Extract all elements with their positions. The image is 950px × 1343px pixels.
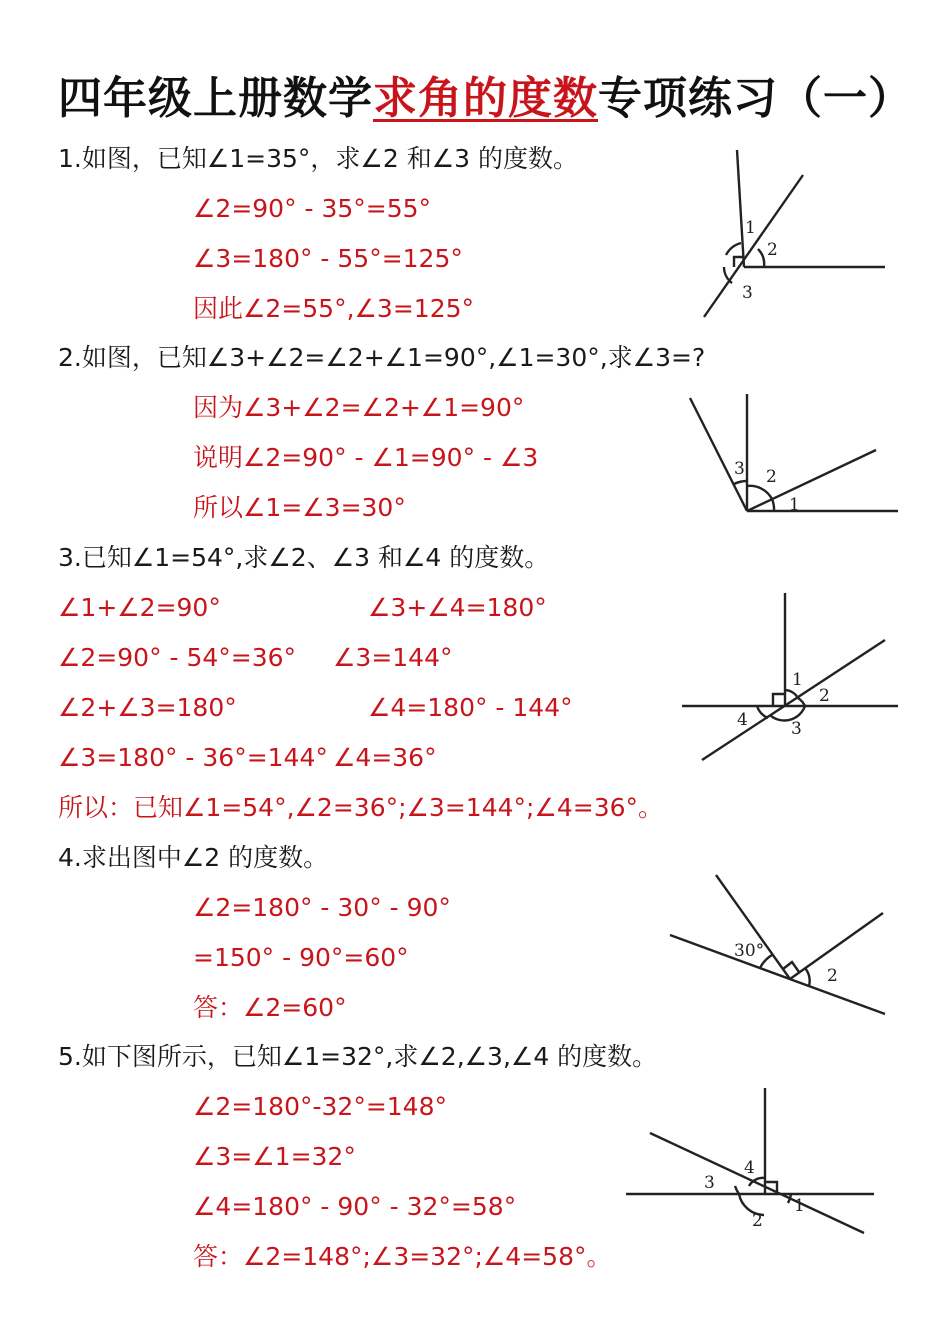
problem-3-left-2: ∠2=90° - 54°=36°: [58, 643, 297, 672]
fig1-label-2: 2: [767, 240, 778, 260]
fig4-label-2: 2: [827, 966, 838, 986]
fig5-label-1: 1: [794, 1196, 805, 1216]
problem-3-left-1: ∠1+∠2=90°: [58, 593, 221, 622]
problem-4-question: 4.求出图中∠2 的度数。: [58, 843, 329, 872]
title-suffix: 专项练习（一）: [598, 73, 913, 124]
fig5-label-3: 3: [704, 1173, 715, 1193]
problem-4-answer-2: =150° - 90°=60°: [193, 943, 409, 972]
figure-3: [680, 588, 900, 768]
fig2-arc-angle-3: [734, 481, 747, 484]
figure-4: [668, 870, 890, 1020]
fig3-arc-angle-4: [757, 706, 768, 718]
fig2-label-2: 2: [766, 467, 777, 487]
problem-1-answer-1: ∠2=90° - 35°=55°: [193, 194, 432, 223]
fig3-label-3: 3: [791, 719, 802, 739]
problem-3-right-2: ∠3=144°: [333, 643, 453, 672]
problem-3-conclusion: 所以：已知∠1=54°,∠2=36°;∠3=144°;∠4=36°。: [58, 793, 664, 822]
figure-2: [680, 388, 900, 523]
fig1-arc-angle-1: [726, 243, 741, 255]
fig1-arc-angle-3: [724, 267, 732, 283]
fig3-arc-angle-2: [798, 698, 805, 706]
fig2-arc-angle-1: [772, 499, 774, 511]
problem-5-answer-4: 答：∠2=148°;∠3=32°;∠4=58°。: [193, 1242, 612, 1271]
fig3-label-2: 2: [819, 686, 830, 706]
problem-3-right-1: ∠3+∠4=180°: [368, 593, 547, 622]
problem-3-question: 3.已知∠1=54°,求∠2、∠3 和∠4 的度数。: [58, 543, 550, 572]
fig3-arc-angle-1: [785, 690, 798, 698]
fig5-label-4: 4: [744, 1158, 755, 1178]
problem-5-question: 5.如下图所示，已知∠1=32°,求∠2,∠3,∠4 的度数。: [58, 1042, 658, 1071]
fig4-left-ray: [716, 875, 790, 979]
problem-5-answer-3: ∠4=180° - 90° - 32°=58°: [193, 1192, 517, 1221]
fig2-arc-angle-2: [747, 486, 772, 499]
problem-3-left-3: ∠2+∠3=180°: [58, 693, 237, 722]
fig1-label-1: 1: [745, 218, 756, 238]
figure-5: [622, 1085, 878, 1237]
problem-4-answer-1: ∠2=180° - 30° - 90°: [193, 893, 451, 922]
fig1-arc-angle-2: [758, 249, 764, 267]
problem-2-answer-1: 因为∠3+∠2=∠2+∠1=90°: [193, 393, 525, 422]
problem-2-answer-3: 所以∠1=∠3=30°: [193, 493, 406, 522]
fig4-label-30: 30°: [734, 941, 765, 961]
problem-1-question: 1.如图，已知∠1=35°，求∠2 和∠3 的度数。: [58, 144, 578, 173]
fig3-oblique-line: [702, 640, 885, 760]
title-highlight: 求角的度数: [373, 73, 598, 124]
fig4-arc-angle-2: [805, 968, 810, 986]
problem-3-right-3: ∠4=180° - 144°: [368, 693, 573, 722]
problem-1-answer-3: 因此∠2=55°,∠3=125°: [193, 294, 475, 323]
fig3-label-4: 4: [737, 710, 748, 730]
fig4-base-line: [670, 935, 885, 1014]
problem-2-answer-2: 说明∠2=90° - ∠1=90° - ∠3: [193, 443, 539, 472]
problem-3-left-4: ∠3=180° - 36°=144°: [58, 743, 328, 772]
problem-5-answer-2: ∠3=∠1=32°: [193, 1142, 356, 1171]
problem-2-question: 2.如图，已知∠3+∠2=∠2+∠1=90°,∠1=30°,求∠3=?: [58, 343, 706, 372]
fig3-label-1: 1: [792, 670, 803, 690]
fig1-label-3: 3: [742, 283, 753, 303]
fig3-right-angle-mark: [773, 694, 785, 706]
fig5-label-2: 2: [752, 1211, 763, 1231]
problem-5-answer-1: ∠2=180°-32°=148°: [193, 1092, 447, 1121]
problem-4-answer-3: 答：∠2=60°: [193, 993, 347, 1022]
figure-1: [690, 145, 900, 325]
fig1-oblique-line: [704, 175, 803, 317]
problem-3-right-4: ∠4=36°: [333, 743, 437, 772]
problem-1-answer-2: ∠3=180° - 55°=125°: [193, 244, 463, 273]
title-prefix: 四年级上册数学: [58, 73, 373, 124]
fig2-label-3: 3: [734, 459, 745, 479]
page-title: [58, 62, 913, 126]
fig1-vertical-ray: [737, 150, 744, 267]
fig2-left-ray: [690, 398, 747, 511]
fig2-label-1: 1: [789, 495, 800, 515]
